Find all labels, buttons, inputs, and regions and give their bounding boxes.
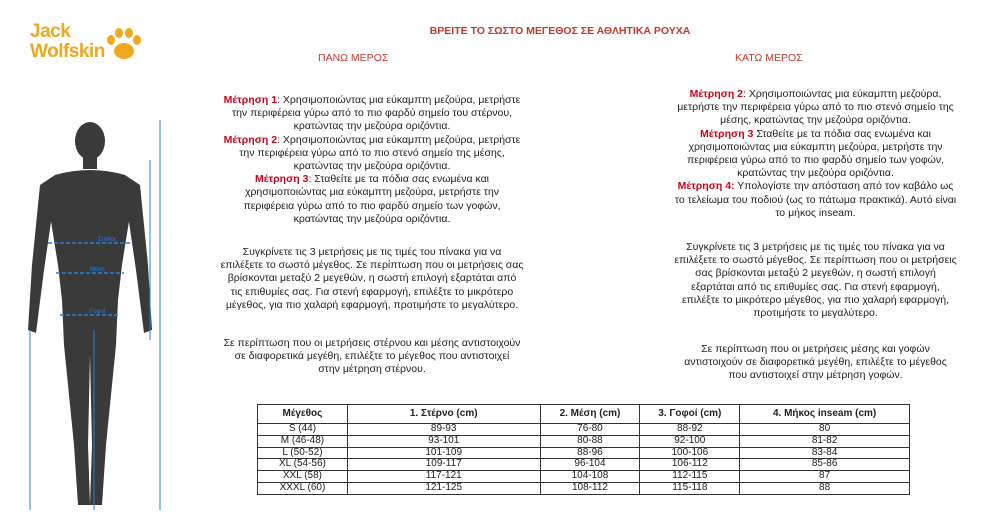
table-cell: 92-100 [640, 435, 740, 447]
table-cell: 88 [740, 482, 910, 494]
table-cell: M (46-48) [258, 435, 348, 447]
table-cell: 89-93 [347, 424, 540, 436]
upper-m3-text-a: : Σταθείτε με τα πόδια σας ενωμένα και [308, 173, 489, 186]
lower-m3-text-a: Σταθείτε με τα πόδια σας ενωμένα και [753, 127, 932, 140]
upper-note-text [188, 337, 556, 377]
lower-note-line: Σε περίπτωση που οι μετρήσεις μέσης και γοφών [701, 343, 930, 355]
upper-compare-line: επιλέξετε το σωστό μέγεθος. Σε περίπτωση που οι μετρήσεις σας [220, 259, 524, 272]
body-silhouette-icon [10, 115, 190, 520]
table-cell: 112-115 [640, 471, 740, 483]
paw-icon [102, 24, 142, 64]
lower-compare-line: επιλέξετε το σωστό μέγεθος. Σε περίπτωση που οι μετρήσεις [674, 254, 957, 267]
upper-compare-line: Συγκρίνετε τις 3 μετρήσεις με τις τιμές του πίνακα για να [242, 246, 502, 258]
lower-m4-text-a: Υπολογίστε την απόσταση από τον καβάλο ως [734, 180, 954, 193]
lower-section-title: ΚΑΤΩ ΜΕΡΟΣ [735, 52, 803, 64]
lower-m4-text-c: το μήκος inseam. [775, 206, 856, 219]
table-cell: 115-118 [640, 482, 740, 494]
col-header-inseam: 4. Μήκος inseam (cm) [740, 405, 910, 424]
lower-m2-label: Μέτρηση 2 [689, 88, 744, 100]
chest-label: Στήθος [98, 237, 117, 243]
table-cell: 108-112 [540, 482, 640, 494]
lower-m4-text-b: το τελείωμα του ποδιού (ως το πάτωμα πρακτικά). Αυτό είναι [674, 193, 957, 206]
table-cell: 101-109 [347, 447, 540, 459]
table-cell: 100-106 [640, 447, 740, 459]
hips-label: Γοφοί [90, 309, 106, 315]
body-figure [10, 115, 190, 520]
lower-m4-label: Μέτρηση 4: [677, 180, 735, 193]
brand-line-1: Jack [30, 21, 71, 42]
upper-m2-text-b: την περιφέρεια γύρω από το πιο στενό σημείο της μέσης, [239, 146, 505, 159]
upper-m1-text-a: : Χρησιμοποιώντας μια εύκαμπτη μεζούρα, μετρήστε [277, 94, 521, 106]
table-cell: XXXL (60) [258, 482, 348, 494]
lower-compare-line: Συγκρίνετε τις 3 μετρήσεις με τις τιμές του πίνακα για να [686, 241, 945, 253]
table-cell: 88-96 [540, 447, 640, 459]
lower-m3-text-d: κρατώντας την μεζούρα οριζόντια. [737, 167, 894, 180]
table-cell: 81-82 [740, 435, 910, 447]
lower-measurements [648, 88, 983, 220]
lower-compare-text [648, 241, 983, 320]
table-cell: 85-86 [740, 459, 910, 471]
upper-section-title: ΠΑΝΩ ΜΕΡΟΣ [318, 52, 389, 64]
table-row [258, 447, 910, 459]
col-header-chest: 1. Στέρνο (cm) [347, 405, 540, 424]
lower-note-text [648, 343, 983, 383]
upper-m1-text-c: κρατώντας την μεζούρα οριζόντια. [293, 120, 451, 133]
table-cell: 121-125 [347, 482, 540, 494]
size-table [257, 404, 910, 495]
lower-compare-line: σας βρίσκονται μεταξύ 2 μεγεθών, η σωστή επιλογή [695, 267, 936, 280]
upper-m3-text-b: χρησιμοποιώντας μια εύκαμπτη μεζούρα, μετρήστε την [244, 186, 500, 199]
lower-compare-line: εξαρτάται από τις επιθυμίες σας. Για στενή εφαρμογή, [691, 280, 940, 293]
table-row [258, 424, 910, 436]
upper-m2-text-c: κρατώντας την μεζούρα οριζόντια. [293, 160, 451, 173]
brand-line-2: Wolfskin [30, 41, 105, 62]
table-cell: 106-112 [640, 459, 740, 471]
page-title: ΒΡΕΙΤΕ ΤΟ ΣΩΣΤΟ ΜΕΓΕΘΟΣ ΣΕ ΑΘΛΗΤΙΚΑ ΡΟΥΧΑ [429, 25, 691, 37]
upper-note-line: στην μέτρηση στέρνου. [318, 363, 426, 376]
table-cell: 88-92 [640, 424, 740, 436]
upper-m1-text-b: την περιφέρεια γύρω από το πιο φαρδύ σημείο του στέρνου, [231, 107, 513, 120]
table-cell: XXL (58) [258, 471, 348, 483]
upper-compare-line: βρίσκονται μεταξύ 2 μεγεθών, η σωστή επιλογή εξαρτάται από [227, 272, 517, 285]
table-cell: 117-121 [347, 471, 540, 483]
upper-m2-text-a: : Χρησιμοποιώντας μια εύκαμπτη μεζούρα, μετρήστε [277, 133, 521, 146]
upper-m2-label: Μέτρηση 2 [223, 133, 278, 146]
table-cell: 80-88 [540, 435, 640, 447]
table-row [258, 435, 910, 447]
lower-m2-text-b: μετρήστε την περιφέρεια γύρω από το πιο στενό σημείο της [677, 101, 954, 114]
upper-m3-text-d: κρατώντας την μεζούρα οριζόντια. [293, 212, 451, 225]
lower-m3-label: Μέτρηση 3 [699, 127, 754, 140]
table-cell: 93-101 [347, 435, 540, 447]
lower-note-line: που αντιστοιχεί στην μέτρηση γοφών. [728, 369, 903, 382]
upper-note-line: Σε περίπτωση που οι μετρήσεις στέρνου και μέσης αντιστοιχούν [223, 337, 521, 349]
lower-m2-text-c: μέσης, κρατώντας την μεζούρα οριζόντια. [720, 114, 911, 127]
lower-m3-text-b: χρησιμοποιώντας μια εύκαμπτη μεζούρα, μετρήστε την [688, 140, 943, 153]
table-row [258, 459, 910, 471]
table-cell: 76-80 [540, 424, 640, 436]
upper-compare-line: μέγεθος, για πιο χαλαρή εφαρμογή, προτιμήστε το μεγαλύτερο. [225, 298, 519, 311]
col-header-waist: 2. Μέση (cm) [540, 405, 640, 424]
upper-m3-label: Μέτρηση 3 [255, 173, 309, 186]
lower-m2-text-a: : Χρησιμοποιώντας μια εύκαμπτη μεζούρα, [743, 88, 942, 100]
table-cell: 83-84 [740, 447, 910, 459]
table-header-row [258, 405, 910, 424]
table-row [258, 482, 910, 494]
col-header-hips: 3. Γοφοί (cm) [640, 405, 740, 424]
lower-compare-line: προτιμήστε το μεγαλύτερο. [753, 307, 878, 320]
upper-compare-line: τις επιθυμίες σας. Για στενή εφαρμογή, επιλέξτε το μικρότερο [230, 285, 514, 298]
upper-measurements [188, 94, 556, 226]
table-row [258, 471, 910, 483]
table-cell: L (50-52) [258, 447, 348, 459]
lower-note-line: αντιστοιχούν σε διαφορετικά μεγέθη, επιλέξτε το μέγεθος [684, 356, 947, 369]
lower-m3-text-c: περιφέρεια γύρω από το πιο φαρδύ σημείο των γοφών, [686, 154, 945, 167]
upper-note-line: σε διαφορετικά μεγέθη, επιλέξτε το μέγεθος που αντιστοιχεί [234, 350, 510, 363]
waist-label: Μέση [90, 267, 105, 273]
table-cell: 80 [740, 424, 910, 436]
lower-compare-line: επιλέξτε το μικρότερο μέγεθος, για πιο χαλαρή εφαρμογή, [681, 293, 949, 306]
upper-compare-text [188, 246, 556, 312]
table-cell: 96-104 [540, 459, 640, 471]
upper-m1-label: Μέτρηση 1 [223, 94, 278, 106]
brand-logo [30, 22, 160, 82]
table-cell: XL (54-56) [258, 459, 348, 471]
upper-m3-text-c: περιφέρεια γύρω από το πιο φαρδύ σημείο των γοφών, [243, 199, 501, 212]
table-cell: S (44) [258, 424, 348, 436]
table-cell: 109-117 [347, 459, 540, 471]
col-header-size: Μέγεθος [258, 405, 348, 424]
table-cell: 87 [740, 471, 910, 483]
table-cell: 104-108 [540, 471, 640, 483]
